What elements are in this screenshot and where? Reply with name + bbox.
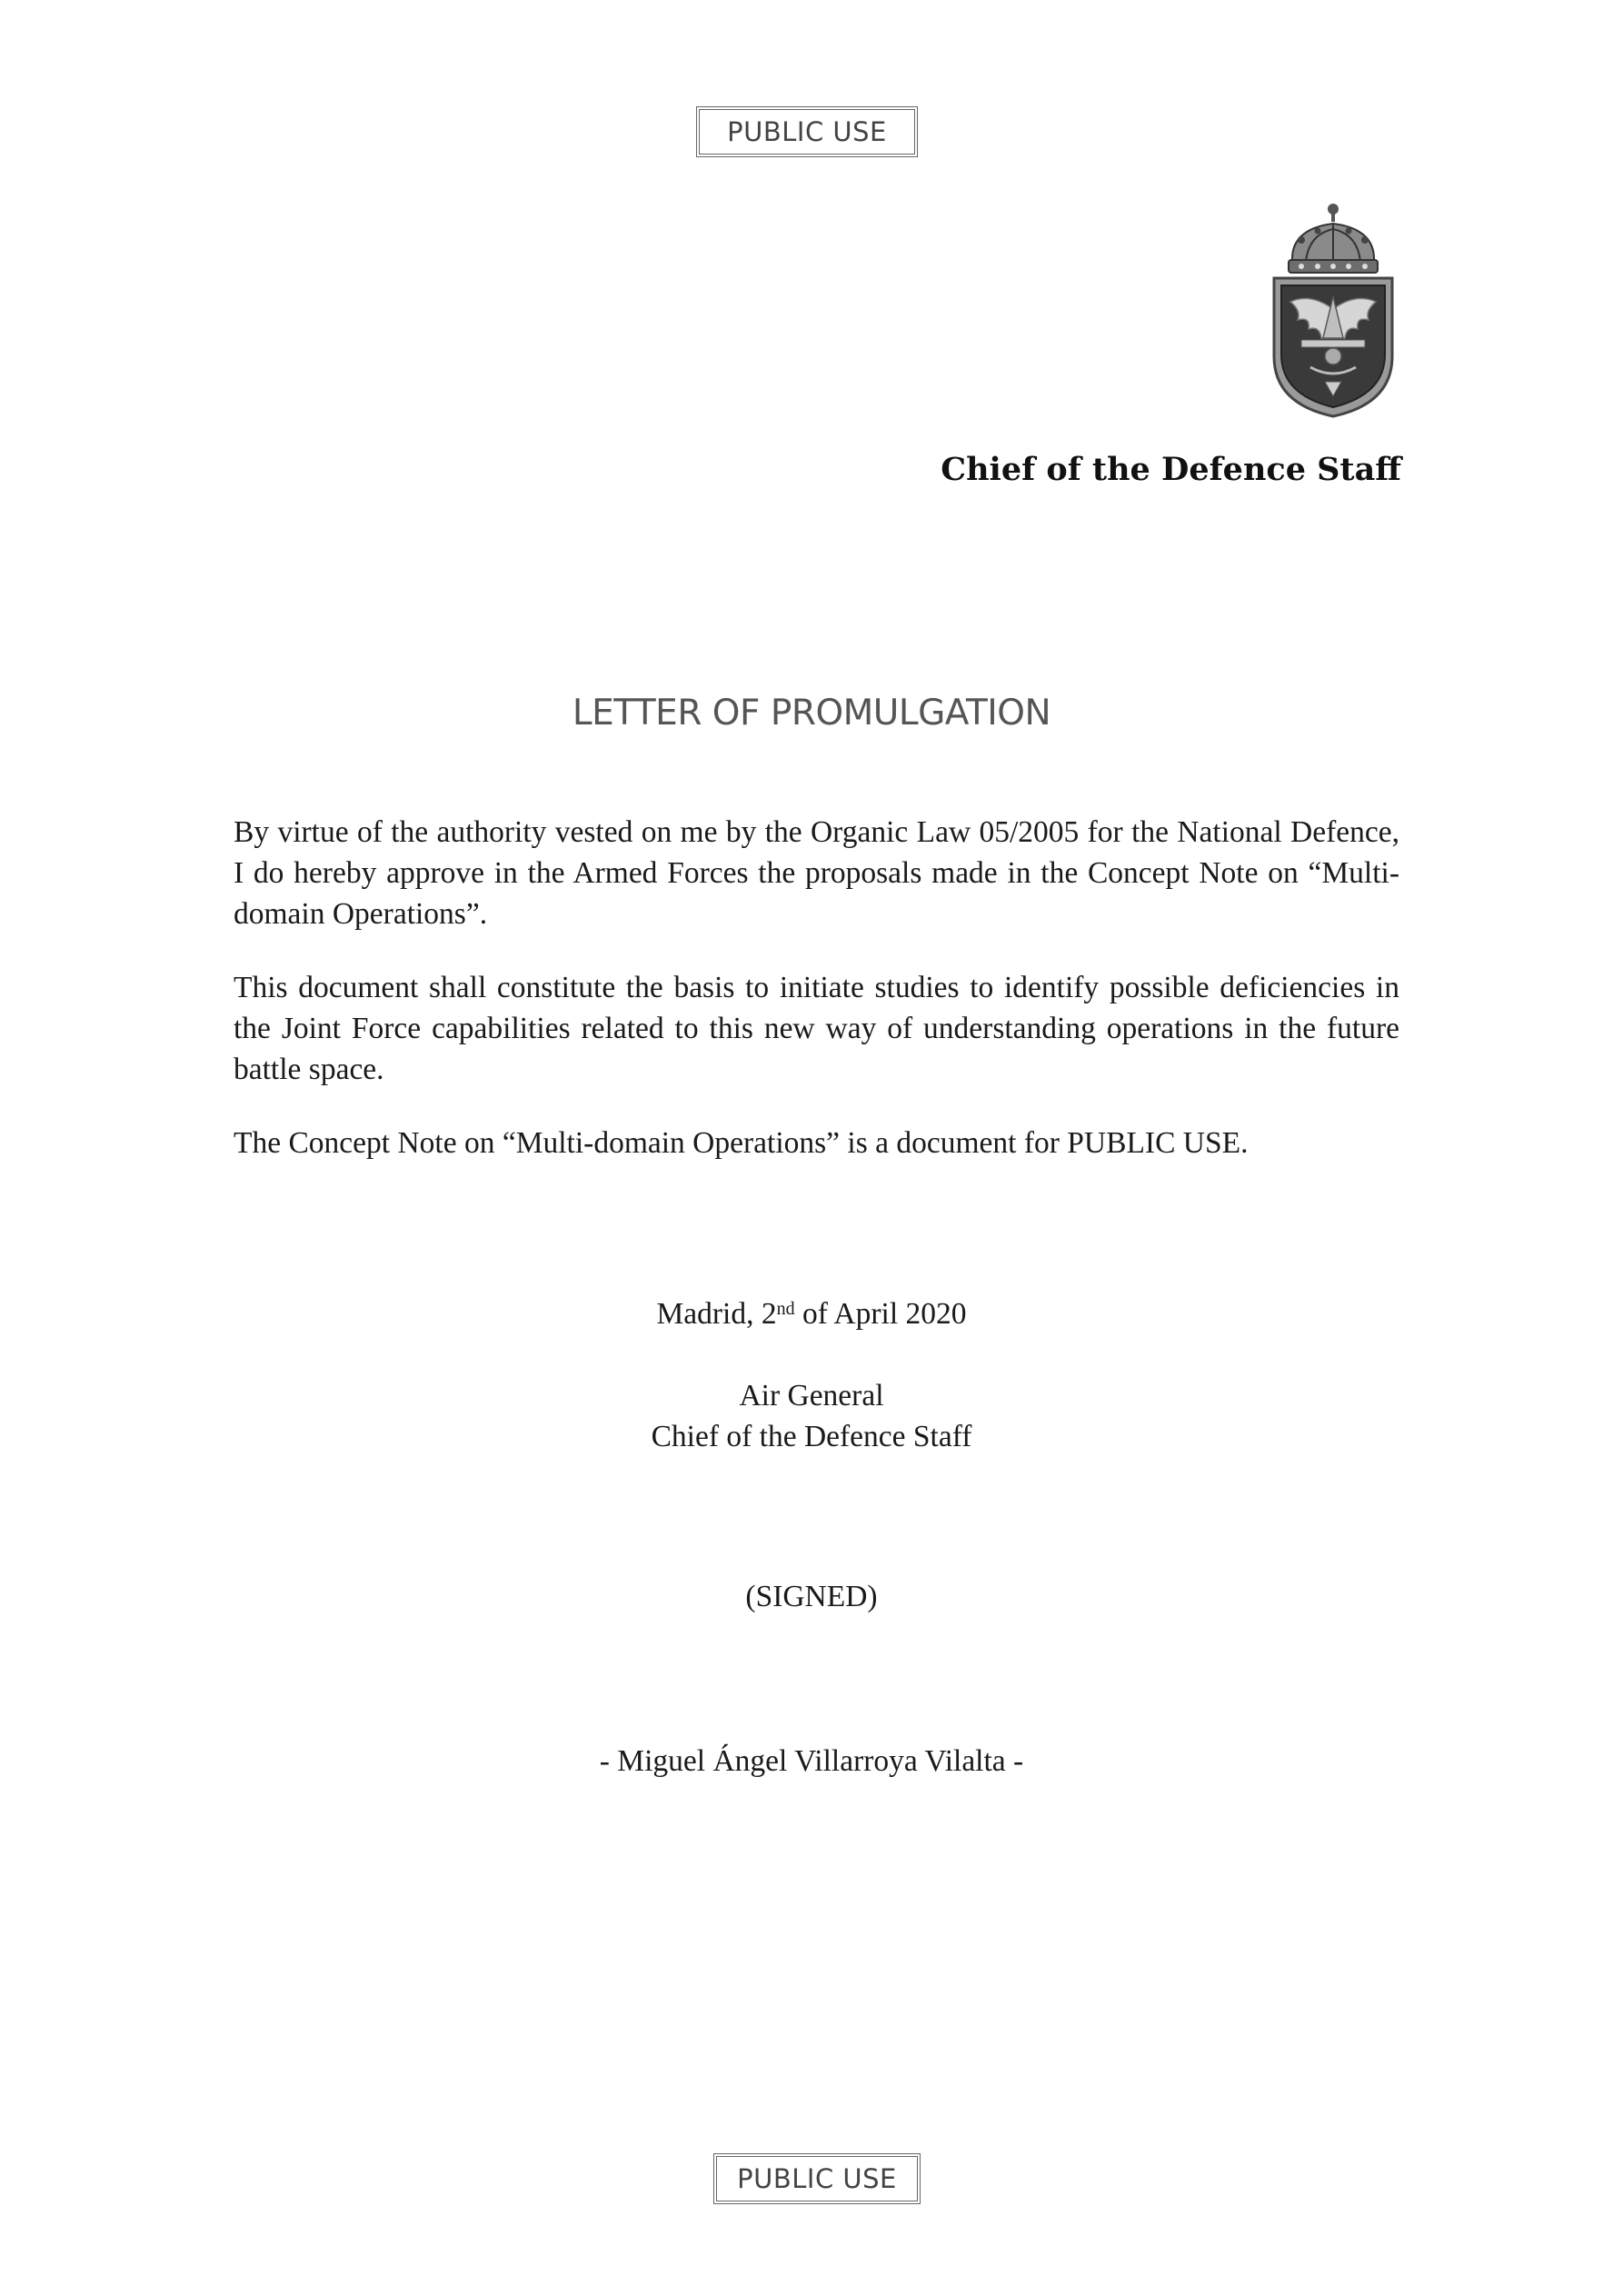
signed-mark: (SIGNED) xyxy=(745,1580,878,1613)
signatory-position: Chief of the Defence Staff xyxy=(651,1420,972,1453)
document-title: LETTER OF PROMULGATION xyxy=(572,693,1051,734)
day-ordinal-suffix: nd xyxy=(776,1299,795,1319)
paragraph-authority: By virtue of the authority vested on me by the Organic Law 05/2005 for the National Defence, I do hereby approve in the Armed Forces the proposals made in the Concept Note on “Multi-domain Operations”. xyxy=(234,815,1399,931)
paragraph-classification: The Concept Note on “Multi-domain Operations” is a document for PUBLIC USE. xyxy=(234,1126,1249,1160)
month-year: of April 2020 xyxy=(794,1297,967,1331)
classification-label-top: PUBLIC USE xyxy=(696,106,918,157)
organization-name: Chief of the Defence Staff xyxy=(941,451,1401,488)
classification-label-bottom: PUBLIC USE xyxy=(713,2153,921,2204)
signatory-title-block xyxy=(0,1375,1623,1457)
coat-of-arms-emblem-icon xyxy=(1265,202,1401,420)
letter-body xyxy=(234,812,1399,1196)
signatory-rank: Air General xyxy=(739,1379,884,1413)
paragraph-purpose: This document shall constitute the basis to initiate studies to identify possible deficiencies in the Joint Force capabilities related to this new way of understanding operations in the future battle space. xyxy=(234,971,1399,1086)
place-and-date xyxy=(0,1293,1623,1334)
place-day: Madrid, 2 xyxy=(656,1297,777,1331)
signatory-name: - Miguel Ángel Villarroya Vilalta - xyxy=(599,1744,1024,1778)
